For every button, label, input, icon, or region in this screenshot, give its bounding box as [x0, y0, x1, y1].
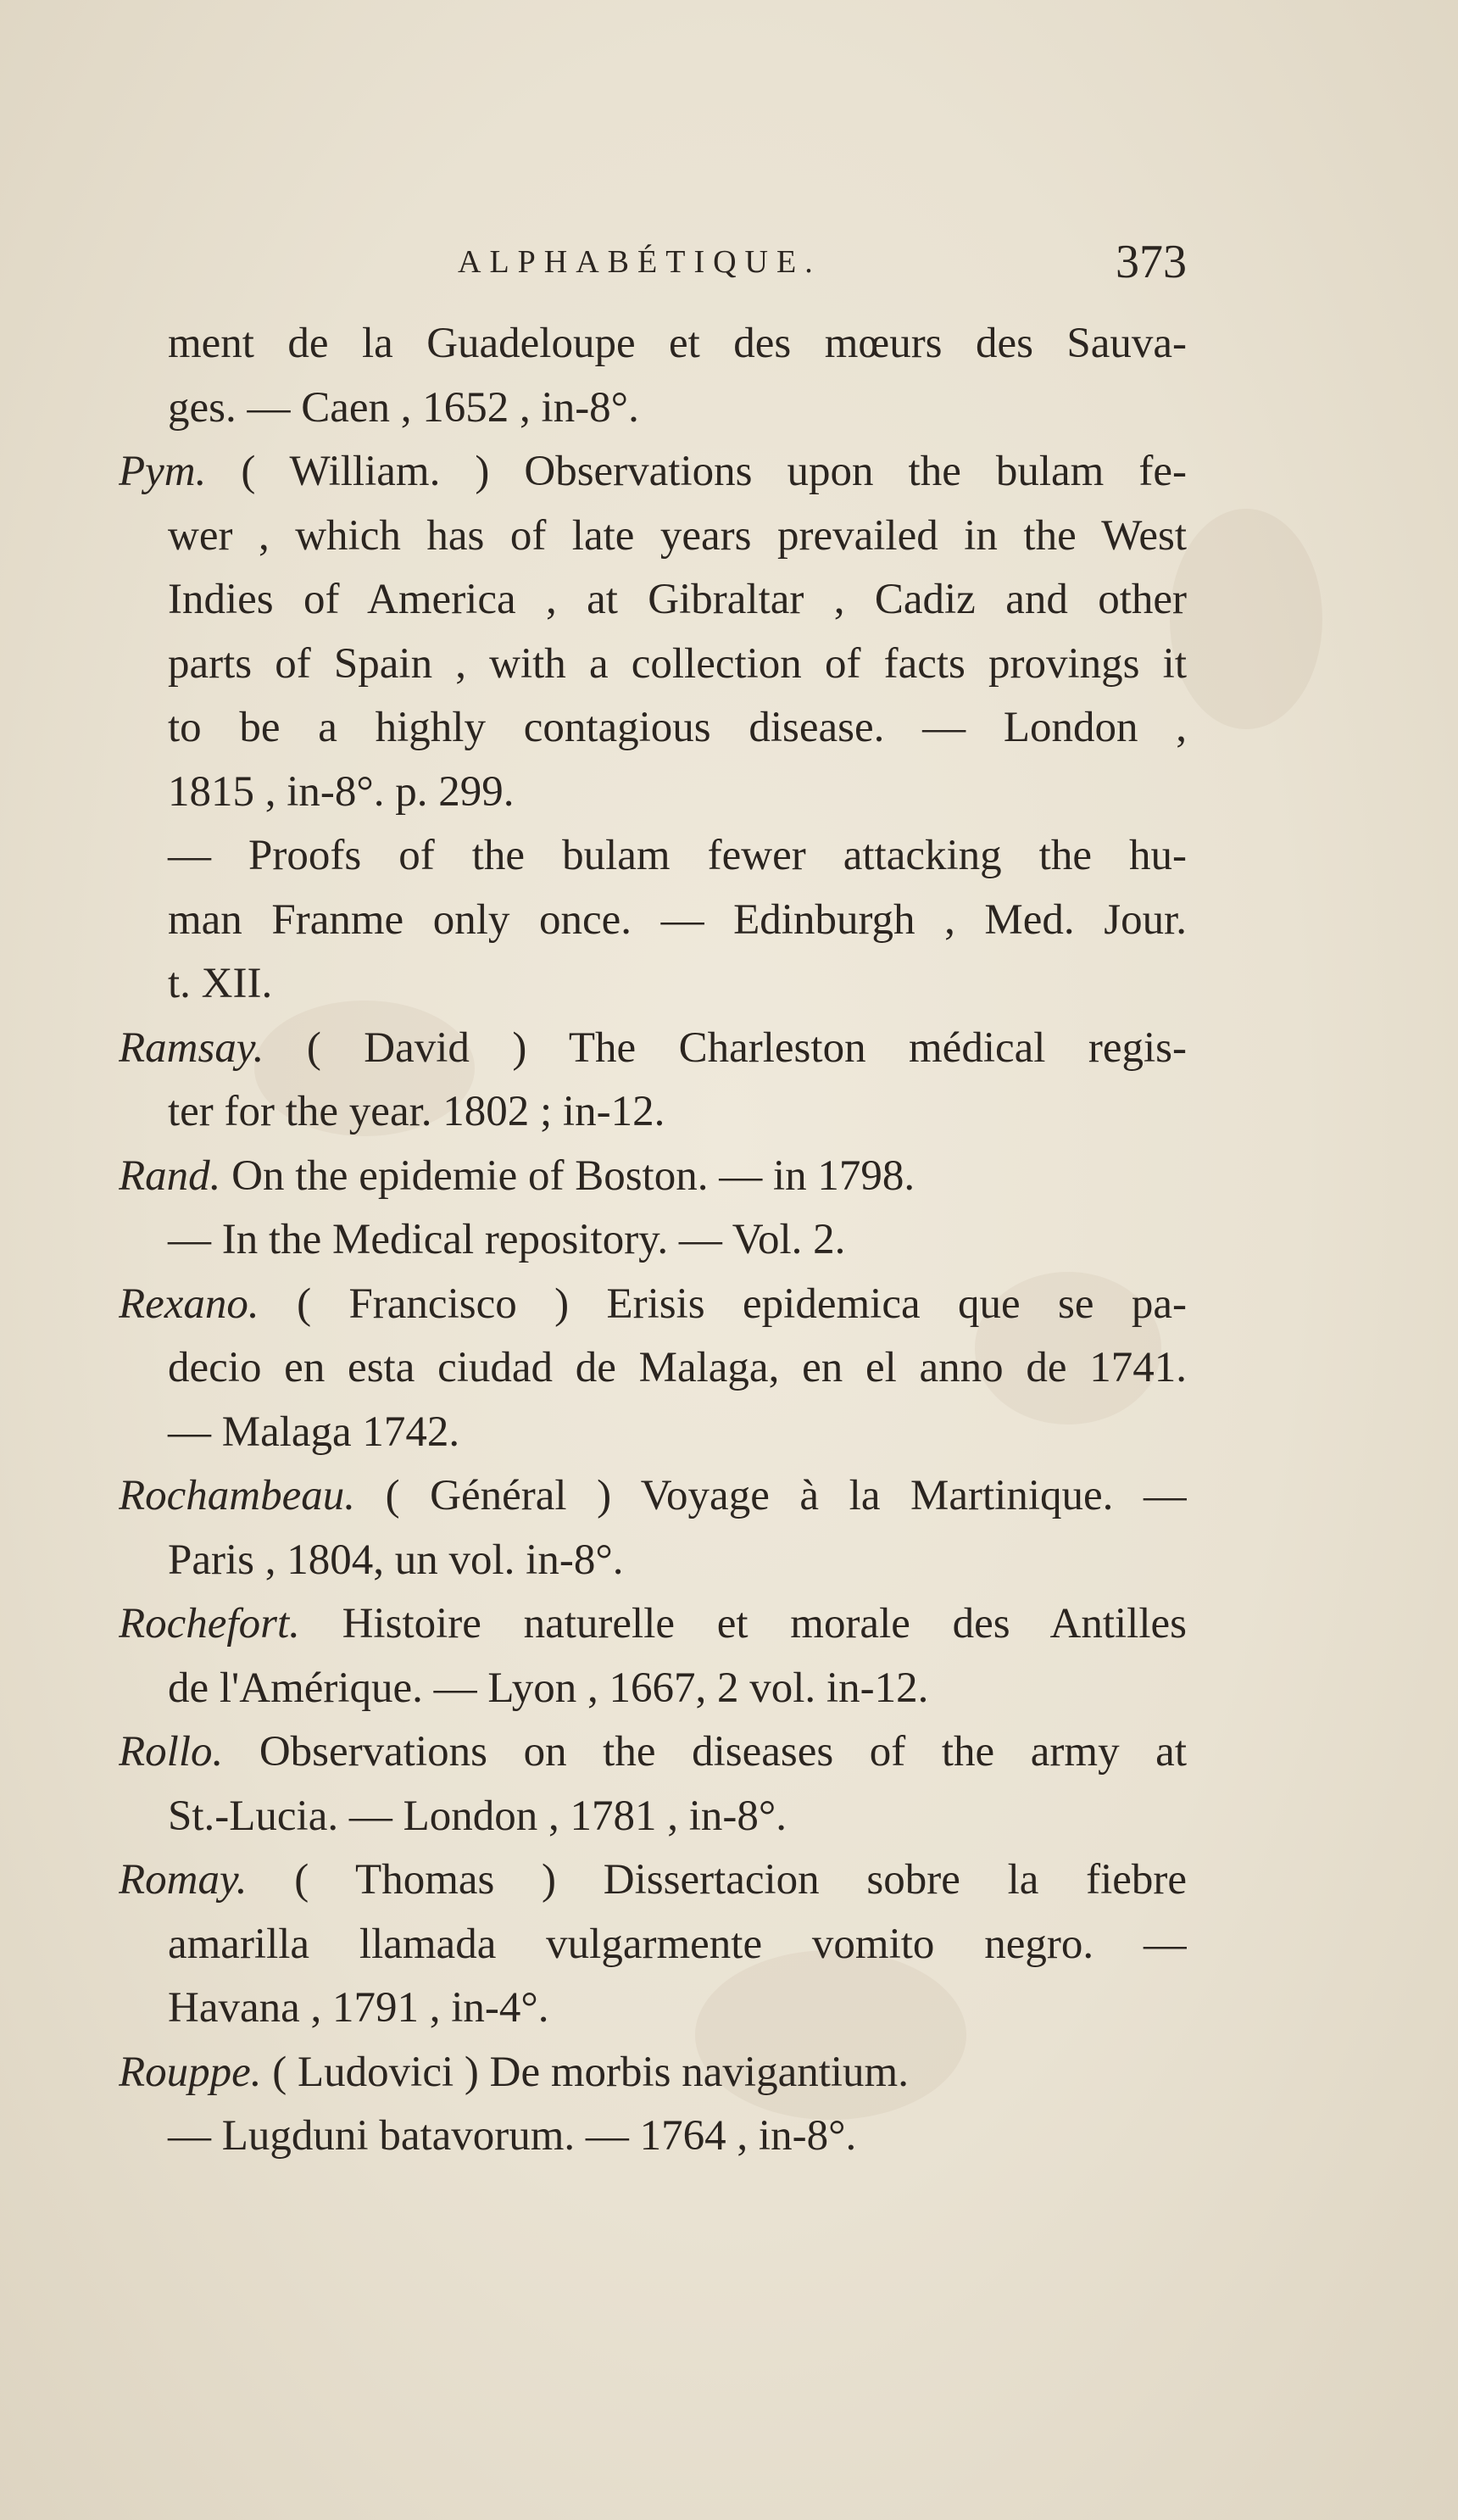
line-text: Paris , 1804, un vol. in-8°. — [168, 1536, 624, 1584]
author-name: Romay. — [119, 1856, 248, 1904]
line-text: decio en esta ciudad de Malaga, en el anno de 1741. — [168, 1344, 1187, 1391]
entry-line — [119, 1720, 1187, 1785]
author-name: Rochambeau. — [119, 1472, 356, 1519]
text-line — [119, 952, 1187, 1017]
line-text: ( Francisco ) Erisis epidemica que se pa- — [259, 1280, 1187, 1328]
author-name: Ramsay. — [119, 1023, 264, 1072]
bibliography-text — [119, 312, 1187, 2169]
page-number: 373 — [1116, 236, 1187, 288]
line-text: man Franme only once. — Edinburgh , Med. Jour. — [168, 895, 1187, 944]
text-line — [119, 1401, 1187, 1465]
text-line — [119, 1913, 1187, 1977]
line-text: — Lugduni batavorum. — 1764 , in-8°. — [168, 2112, 857, 2160]
line-text: ment de la Guadeloupe et des mœurs des Sauva- — [168, 320, 1187, 367]
text-line — [119, 1336, 1187, 1401]
author-name: Rouppe. — [119, 2048, 262, 2096]
author-name: Rexano. — [119, 1280, 259, 1328]
running-title: ALPHABÉTIQUE. — [458, 244, 821, 280]
line-text: wer , which has of late years prevailed in the West — [168, 511, 1187, 560]
text-line — [119, 376, 1187, 441]
text-line — [119, 312, 1187, 376]
text-line — [119, 633, 1187, 697]
line-text: ( Général ) Voyage à la Martinique. — — [355, 1472, 1187, 1519]
line-text: St.-Lucia. — London , 1781 , in-8°. — [168, 1792, 787, 1840]
line-text: Observations on the diseases of the army at — [223, 1728, 1187, 1776]
text-line — [119, 1785, 1187, 1849]
line-text: Indies of America , at Gibraltar , Cadiz and other — [168, 576, 1187, 623]
line-text: — In the Medical repository. — Vol. 2. — [168, 1216, 846, 1263]
line-text: Havana , 1791 , in-4°. — [168, 1984, 549, 2032]
text-line — [119, 505, 1187, 569]
line-text: ter for the year. 1802 ; in-12. — [168, 1088, 665, 1135]
entry-line — [119, 1848, 1187, 1913]
entry-line — [119, 440, 1187, 505]
page-header — [458, 235, 1187, 294]
line-text: to be a highly contagious disease. — London , — [168, 704, 1187, 751]
entry-line — [119, 1464, 1187, 1529]
line-text: de l'Amérique. — Lyon , 1667, 2 vol. in-12. — [168, 1664, 929, 1712]
entry-line — [119, 1145, 1187, 1209]
text-line — [119, 1976, 1187, 2041]
entry-line — [119, 1017, 1187, 1081]
author-name: Rollo. — [119, 1728, 224, 1776]
line-text: ges. — Caen , 1652 , in-8°. — [168, 383, 639, 432]
entry-line — [119, 1273, 1187, 1337]
text-line — [119, 2105, 1187, 2169]
author-name: Rochefort. — [119, 1600, 300, 1647]
line-text: ( Thomas ) Dissertacion sobre la fiebre — [247, 1856, 1187, 1904]
entry-line — [119, 1592, 1187, 1657]
line-text: ( William. ) Observations upon the bulam fe- — [206, 448, 1187, 495]
line-text: parts of Spain , with a collection of facts provings it — [168, 639, 1187, 688]
line-text: Histoire naturelle et morale des Antilles — [299, 1600, 1187, 1647]
line-text: ( Ludovici ) De morbis navigantium. — [261, 2048, 909, 2096]
line-text: ( David ) The Charleston médical regis- — [264, 1023, 1187, 1072]
text-line — [119, 1657, 1187, 1721]
text-line — [119, 824, 1187, 889]
line-text: 1815 , in-8°. p. 299. — [168, 767, 515, 816]
line-text: — Malaga 1742. — [168, 1408, 460, 1456]
text-line — [119, 1208, 1187, 1273]
line-text: t. XII. — [168, 960, 273, 1007]
author-name: Pym. — [119, 448, 207, 495]
text-line — [119, 1529, 1187, 1593]
text-line — [119, 1080, 1187, 1145]
line-text: — Proofs of the bulam fewer attacking the hu- — [168, 832, 1187, 879]
text-line — [119, 568, 1187, 633]
author-name: Rand. — [119, 1151, 221, 1200]
text-line — [119, 761, 1187, 825]
text-line — [119, 889, 1187, 953]
entry-line — [119, 2041, 1187, 2105]
text-line — [119, 696, 1187, 761]
paper-stain — [1170, 509, 1322, 729]
line-text: amarilla llamada vulgarmente vomito negro. — — [168, 1920, 1187, 1968]
line-text: On the epidemie of Boston. — in 1798. — [220, 1151, 915, 1200]
